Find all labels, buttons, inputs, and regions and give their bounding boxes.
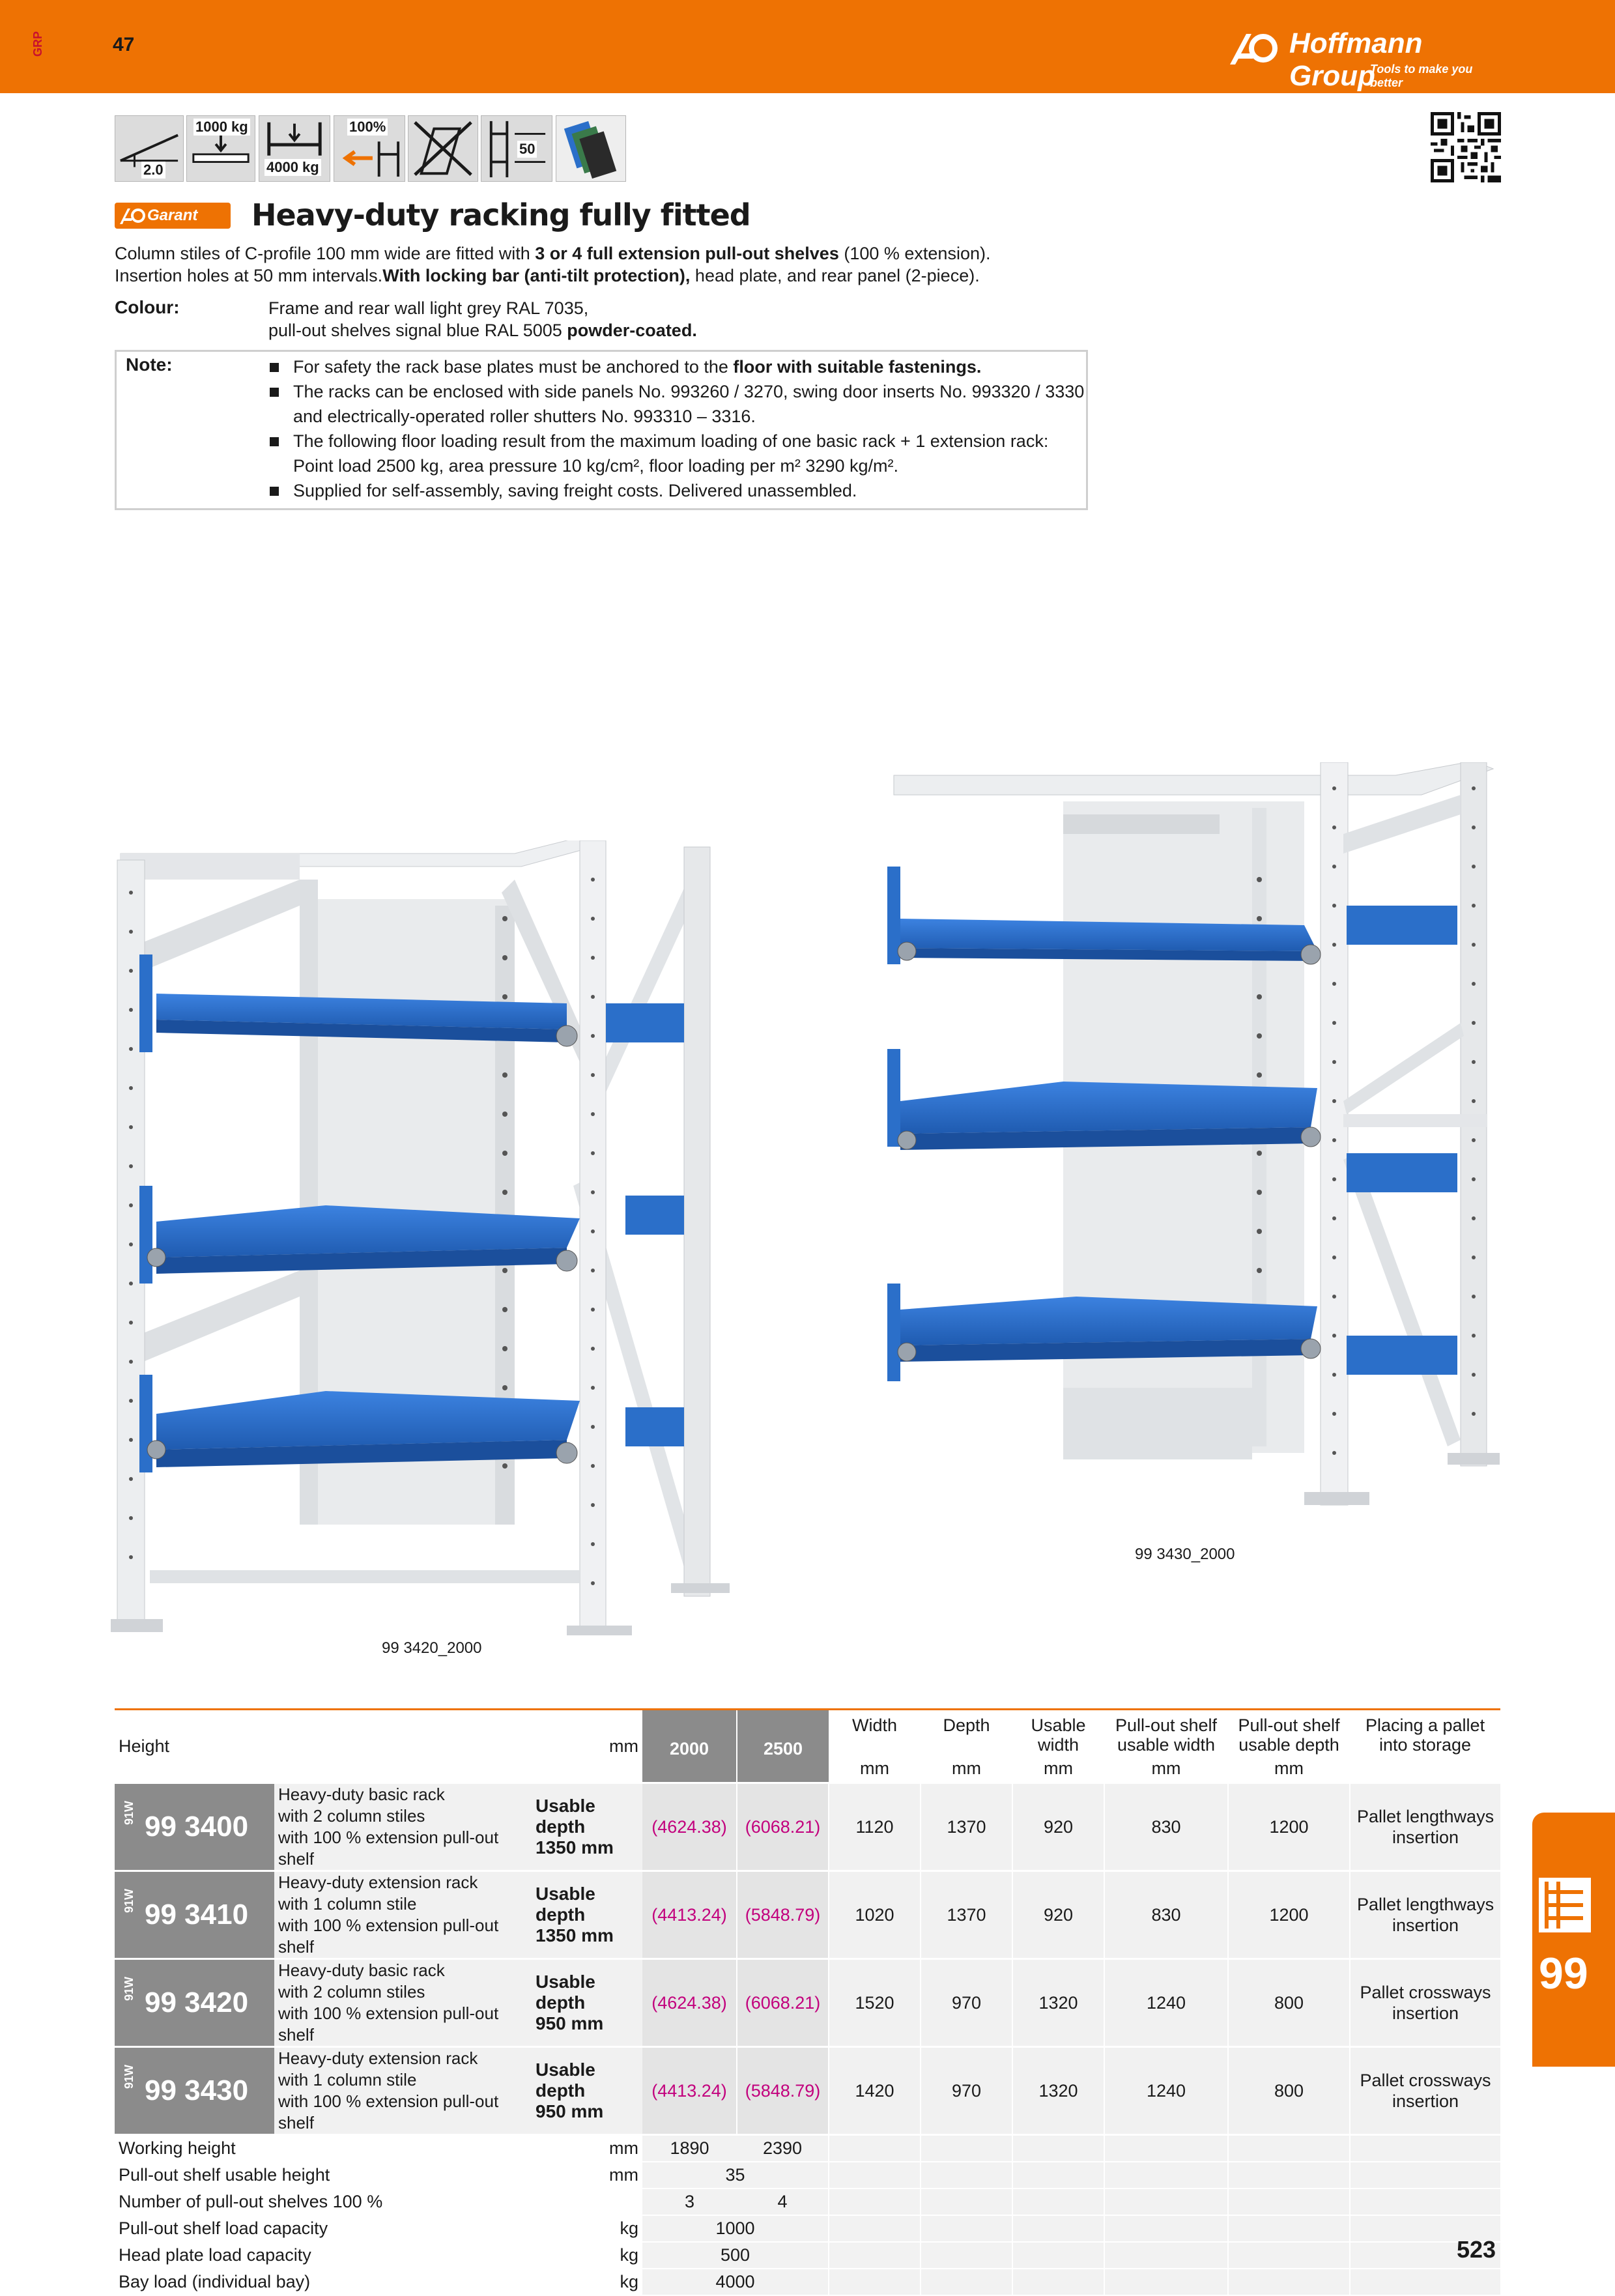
width-value: 1020 [829,1871,921,1959]
category-number: 99 [1539,1949,1588,1998]
col-shelf-depth-header: Pull-out shelf usable depth [1228,1710,1350,1755]
depth-value: 970 [921,1959,1012,2047]
row-description: Heavy-duty basic rack with 2 column stiles with 100 % extension pull-out shelf [274,1959,532,2047]
brand-tagline: Tools to make you better [1370,63,1473,89]
price-2500[interactable]: (6068.21) [737,1783,829,1871]
slope-value: 2.0 [141,162,165,179]
col-usable-width-header: Usable width [1012,1710,1104,1755]
shelf-width-value: 1240 [1104,1959,1228,2047]
colour-label: Colour: [115,297,180,317]
spec-row [115,2162,1500,2188]
extension-rack-image [887,762,1506,1544]
table-row[interactable] [115,1871,1500,1959]
height-label: Height [115,1710,532,1783]
spec-value-2500: 2390 [737,2135,829,2162]
price-2500[interactable]: (5848.79) [737,1871,829,1959]
usable-depth: Usable depth 1350 mm [532,1783,642,1871]
spec-unit: mm [532,2162,642,2188]
pallet-value: Pallet lengthways insertion [1350,1871,1500,1959]
bay-load-pictogram [259,115,330,182]
colours-pictogram [556,115,626,182]
colour-swatches-icon [556,116,625,181]
slope-pictogram [115,115,184,182]
height-unit: mm [532,1710,642,1783]
usable-width-value: 1320 [1012,2047,1104,2135]
desc-text: Column stiles of C-profile 100 mm wide are fitted with [115,244,536,263]
spec-row [115,2188,1500,2215]
table-row[interactable] [115,2047,1500,2135]
note-item: Supplied for self-assembly, saving freight costs. Delivered unassembled. [268,478,1089,503]
spec-value: 500 [642,2242,829,2269]
page-number: 523 [1457,2236,1496,2263]
qr-code-icon[interactable] [1431,112,1501,182]
article-number[interactable]: 91W 99 3430 [115,2047,274,2135]
spec-unit: kg [532,2269,642,2295]
row-description: Heavy-duty extension rack with 1 column stile with 100 % extension pull-out shelf [274,2047,532,2135]
colour-bold: powder-coated. [567,321,697,340]
col-unit: mm [860,1758,889,1778]
spec-label: Number of pull-out shelves 100 % [115,2188,532,2215]
usable-depth: Usable depth 950 mm [532,1959,642,2047]
article-number[interactable]: 91W 99 3420 [115,1959,274,2047]
note-label: Note: [126,354,173,375]
height-2000-header: 2000 [642,1710,737,1783]
usable-width-value: 920 [1012,1871,1104,1959]
table-row[interactable] [115,1783,1500,1871]
spec-unit [532,2188,642,2215]
grid-icon [481,116,552,181]
garant-badge [115,203,231,229]
col-unit: mm [1044,1758,1073,1778]
hoffmann-logo-icon [1227,29,1285,68]
spec-unit: kg [532,2242,642,2269]
spec-row [115,2269,1500,2295]
extension-value: 100% [347,119,388,136]
col-unit: mm [1151,1758,1181,1778]
shelving-icon [1539,1878,1591,1932]
anti-tilt-icon [408,116,478,181]
product-description [115,242,1092,287]
basic-rack-image [111,840,730,1635]
chapter-number: 47 [113,34,135,55]
desc-text: head plate, and rear panel (2-piece). [690,266,980,285]
shelf-width-value: 830 [1104,1871,1228,1959]
product-table [115,1708,1500,2296]
article-tag: 91W [122,1977,136,2002]
depth-value: 1370 [921,1871,1012,1959]
desc-bold: 3 or 4 full extension pull-out shelves [535,244,839,263]
category-tab[interactable] [1532,1813,1615,2067]
price-2000[interactable]: (4624.38) [642,1783,737,1871]
shelf-width-value: 1240 [1104,2047,1228,2135]
spec-row [115,2215,1500,2242]
table-header-row [115,1710,1500,1755]
desc-text: (100 % extension). [838,244,991,263]
col-unit [1350,1755,1500,1783]
article-number[interactable]: 91W 99 3400 [115,1783,274,1871]
row-description: Heavy-duty extension rack with 1 column stile with 100 % extension pull-out shelf [274,1871,532,1959]
row-description: Heavy-duty basic rack with 2 column stiles with 100 % extension pull-out shelf [274,1783,532,1871]
shelf-load-value: 1000 kg [193,119,250,136]
col-pallet-header: Placing a pallet into storage [1350,1710,1500,1755]
shelf-depth-value: 800 [1228,2047,1350,2135]
article-tag: 91W [122,1889,136,1914]
shelf-depth-value: 1200 [1228,1783,1350,1871]
price-2500[interactable]: (5848.79) [737,2047,829,2135]
width-value: 1120 [829,1783,921,1871]
note-item [268,354,1089,379]
table-row[interactable] [115,1959,1500,2047]
shelf-depth-value: 1200 [1228,1871,1350,1959]
figure-caption-right: 99 3430_2000 [1135,1545,1235,1563]
colour-line: Frame and rear wall light grey RAL 7035, [268,298,589,318]
note-item: The racks can be enclosed with side panels No. 993260 / 3270, swing door inserts No. 993320 / 3330 and electrically-operated roller shutters No. 993310 – 3316. [268,379,1089,429]
spec-unit: kg [532,2215,642,2242]
col-shelf-width-header: Pull-out shelf usable width [1104,1710,1228,1755]
desc-bold: With locking bar (anti-tilt protection), [382,266,691,285]
spec-value-2500: 4 [737,2188,829,2215]
colour-line: pull-out shelves signal blue RAL 5005 [268,321,567,340]
note-bold: floor with suitable fastenings. [733,357,982,377]
width-value: 1520 [829,1959,921,2047]
pallet-value: Pallet lengthways insertion [1350,1783,1500,1871]
spec-label: Working height [115,2135,532,2162]
figure-caption-left: 99 3420_2000 [382,1639,482,1657]
spec-row [115,2135,1500,2162]
shelf-load-pictogram [186,115,255,182]
bay-load-value: 4000 kg [264,159,321,176]
usable-depth: Usable depth 950 mm [532,2047,642,2135]
garant-logo-icon [119,206,147,225]
price-2500[interactable]: (6068.21) [737,1959,829,2047]
spec-value-2000: 1890 [642,2135,737,2162]
pallet-value: Pallet crossways insertion [1350,2047,1500,2135]
shelf-depth-value: 800 [1228,1959,1350,2047]
col-unit: mm [952,1758,981,1778]
desc-text: Insertion holes at 50 mm intervals. [115,266,383,285]
spec-label: Head plate load capacity [115,2242,532,2269]
note-item: The following floor loading result from the maximum loading of one basic rack + 1 extension rack: Point load 2500 kg, area pressure 10 kg/cm², floor loading per m² 3290 kg/m². [268,429,1089,478]
grid-value: 50 [517,141,537,158]
spec-label: Pull-out shelf usable height [115,2162,532,2188]
colour-text [268,297,1050,341]
usable-width-value: 920 [1012,1783,1104,1871]
shelf-width-value: 830 [1104,1783,1228,1871]
spec-label: Pull-out shelf load capacity [115,2215,532,2242]
garant-label: Garant [147,207,198,224]
spec-row [115,2242,1500,2269]
note-list [268,354,1089,503]
product-title: Heavy-duty racking fully fitted [251,197,750,233]
price-2000[interactable]: (4413.24) [642,1871,737,1959]
article-number[interactable]: 91W 99 3410 [115,1871,274,1959]
side-label: GRP [31,31,44,57]
height-2500-header: 2500 [737,1710,829,1783]
col-unit: mm [1274,1758,1304,1778]
anti-tilt-pictogram [408,115,478,182]
brand-logo[interactable] [1227,26,1500,92]
usable-width-value: 1320 [1012,1959,1104,2047]
spec-value: 35 [642,2162,829,2188]
price-2000[interactable]: (4413.24) [642,2047,737,2135]
width-value: 1420 [829,2047,921,2135]
brand-name: Hoffmann Group [1289,27,1423,92]
spec-value: 1000 [642,2215,829,2242]
grid-pictogram [481,115,552,182]
spec-label: Bay load (individual bay) [115,2269,532,2295]
pallet-value: Pallet crossways insertion [1350,1959,1500,2047]
article-tag: 91W [122,2065,136,2089]
depth-value: 1370 [921,1783,1012,1871]
spec-value-2000: 3 [642,2188,737,2215]
article-tag: 91W [122,1801,136,1826]
extension-pictogram [334,115,405,182]
spec-unit: mm [532,2135,642,2162]
price-2000[interactable]: (4624.38) [642,1959,737,2047]
depth-value: 970 [921,2047,1012,2135]
col-depth-header: Depth [921,1710,1012,1755]
usable-depth: Usable depth 1350 mm [532,1871,642,1959]
col-width-header: Width [829,1710,921,1755]
note-text: For safety the rack base plates must be anchored to the [293,357,734,377]
spec-value: 4000 [642,2269,829,2295]
